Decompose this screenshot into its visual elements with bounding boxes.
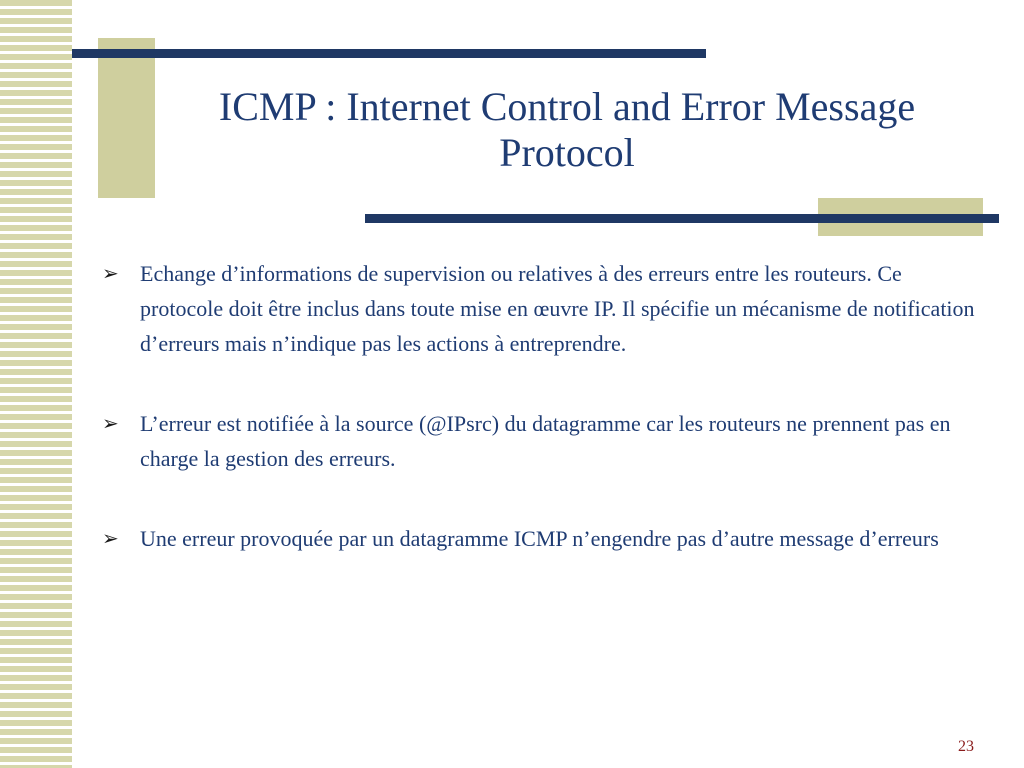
striped-decoration xyxy=(0,0,72,768)
bullet-item xyxy=(100,406,980,476)
arrow-bullet-icon: ➢ xyxy=(102,261,119,285)
arrow-bullet-icon: ➢ xyxy=(102,526,119,550)
bullet-text: L’erreur est notifiée à la source (@IPsrc) du datagramme car les routeurs ne prennent pas en charge la gestion des erreurs. xyxy=(140,411,951,471)
bullet-text: Echange d’informations de supervision ou relatives à des erreurs entre les routeurs. Ce protocole doit être inclus dans toute mise en œuvre IP. Il spécifie un mécanisme de notification d’erreurs mais n’indique pas les actions à entreprendre. xyxy=(140,261,975,356)
bullet-list xyxy=(100,256,980,601)
title-rule-bottom xyxy=(365,214,999,223)
title-rule-top xyxy=(72,49,706,58)
page-number: 23 xyxy=(958,738,974,755)
bullet-item xyxy=(100,521,980,556)
bullet-text: Une erreur provoquée par un datagramme ICMP n’engendre pas d’autre message d’erreurs xyxy=(140,526,939,551)
slide-title: ICMP : Internet Control and Error Message Protocol xyxy=(218,84,916,175)
arrow-bullet-icon: ➢ xyxy=(102,411,119,435)
bullet-item xyxy=(100,256,980,361)
decorative-block-top xyxy=(98,38,155,198)
